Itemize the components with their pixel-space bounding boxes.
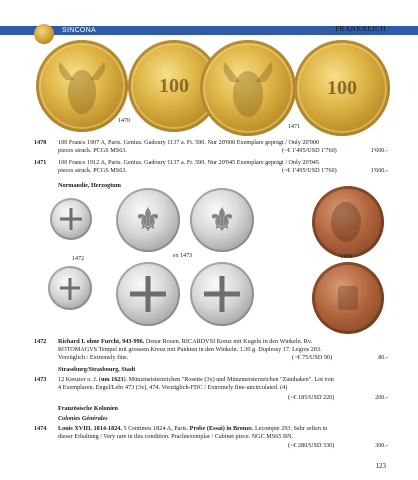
heading-normandie: Normandie, Herzogtum — [58, 182, 121, 189]
lot-1472-price: 80.- — [378, 354, 388, 361]
lot-1472-line1 — [58, 338, 388, 346]
lot-1473-price: 200.- — [375, 394, 388, 401]
lot-1470-price: 1'600.- — [370, 147, 388, 154]
lot-1474-price: 300.- — [375, 442, 388, 449]
lot-1472-description-line1: Denar Rouen. RICARDVSI Kreuz mit Kugeln in den Winkeln. Rv. — [145, 338, 313, 345]
lot-1474-line1 — [58, 425, 388, 433]
brand-name: SINCONA — [62, 27, 96, 34]
heading-colonies-generales: Colonies Générales — [58, 415, 108, 422]
lot-number-1474: 1474 — [34, 425, 47, 432]
lot-1471-description-line2: pieces struck. PCGS MS63. — [58, 167, 127, 174]
lot-1472-estimate: (~€ 75/USD 90) — [292, 354, 333, 361]
lot-1470-estimate: (~€ 1'495/USD 1'760) — [282, 147, 337, 154]
lot-1474-probe: Probe (Essai) in Bronze. — [189, 425, 254, 432]
lot-1470-description-line1: 100 Francs 1907 A, Paris. Genius. Gadoury 1137 a. Fr. 590. Nur 20'000 Exemplare geprägt / Only 20'000 — [58, 139, 319, 146]
lot-1471-estimate: (~€ 1'495/USD 1'760) — [282, 167, 337, 174]
coin-1470-obverse — [36, 40, 128, 132]
lot-1472-description-line2: ROTOMAGVS Tempel mit grossem Kreuz mit Punkten in den Winkeln. 1.30 g. Duplessy 17. Legros 203. — [58, 346, 322, 353]
heading-colonies: Französische Kolonien — [58, 405, 118, 412]
coin-1473-b-obverse: ⚜ — [190, 188, 254, 252]
lot-1473-line1-start: 12 Kreuzer o. J. ( — [58, 376, 101, 383]
lot-1471-price: 1'600.- — [370, 167, 388, 174]
lot-number-1473: 1473 — [34, 376, 47, 383]
coin-1473-a-obverse: ⚜ — [116, 188, 180, 252]
coin-1474-reverse — [312, 262, 384, 334]
coin-1471-reverse — [294, 40, 390, 136]
lot-1470-description-line2: pieces struck. PCGS MS63. — [58, 147, 127, 154]
lot-1474-description-line2: dieser Erhaltung / Very rare in this condition. Prachtexemplar / Cabinet piece. NGC MS65 BN. — [58, 433, 294, 440]
lot-number-1471: 1471 — [34, 159, 47, 166]
lot-1474-line1-end: Lecompte 293. Sehr selten in — [253, 425, 328, 432]
image-label-1470: 1470 — [118, 118, 130, 124]
heading-strasbourg: Strassburg/Strasbourg, Stadt — [58, 366, 136, 373]
coin-1473-b-reverse — [190, 262, 254, 326]
lot-1473-estimate: (~€ 185/USD 220) — [288, 394, 335, 401]
coin-1470-reverse-denomination: 100 — [159, 74, 189, 97]
image-label-1471: 1471 — [288, 124, 300, 130]
lot-1474-estimate: (~€ 280/USD 330) — [288, 442, 335, 449]
lot-number-1470: 1470 — [34, 139, 47, 146]
coin-1471-obverse — [200, 40, 296, 136]
lot-1473-line1 — [58, 376, 388, 384]
coin-1473-a-reverse — [116, 262, 180, 326]
coin-1474-obverse — [312, 186, 384, 258]
section-title: FRANKREICH — [335, 24, 386, 33]
coin-1472-reverse — [48, 266, 92, 310]
coin-1472-obverse — [50, 198, 92, 240]
page-number: 123 — [375, 462, 386, 470]
image-label-1473: ex 1473 — [173, 253, 193, 259]
coin-1471-reverse-denomination: 100 — [327, 76, 357, 99]
lot-1473-date: um 1623 — [100, 376, 124, 383]
lot-1471-description-line1: 100 Francs 1912 A, Paris. Genius. Gadoury 1137 a. Fr. 590. Nur 20'045 Exemplare geprägt / Only 20'045 — [58, 159, 319, 166]
lot-1474-title: Louis XVIII. 1814-1824. — [58, 425, 122, 432]
lot-1472-description-line3: Vorzüglich / Extremely fine. — [58, 354, 129, 361]
lot-1472-title: Richard I. ohne Furcht, 943-996. — [58, 338, 145, 345]
lot-number-1472: 1472 — [34, 338, 47, 345]
lot-1474-line1-mid: 5 Centimes 1824 A, Paris. — [121, 425, 190, 432]
image-label-1472: 1472 — [72, 256, 84, 262]
image-label-1474: 1474 — [340, 254, 352, 260]
lot-1473-description-line2: 4 Exemplaren. Engel/Lehr 473 (3x), 474. Vorzüglich-FDC / Extremely fine-uncirculated. (4) — [58, 384, 288, 391]
lot-1473-line1-end: ). Münzmeisterzeichen "Rosette (3x) und Münzmeisterzeichen "Zainhaken". Lot von — [123, 376, 334, 383]
